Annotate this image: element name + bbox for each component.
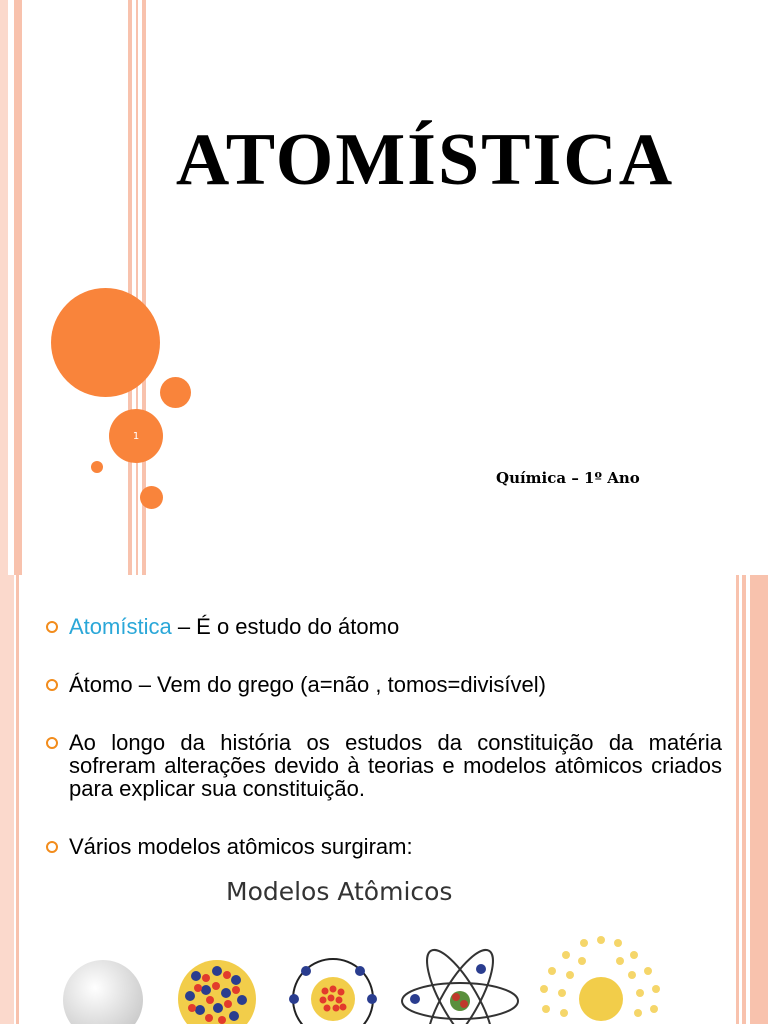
decor-stripe — [742, 575, 746, 1024]
bullet-item — [46, 731, 722, 800]
decor-stripe — [136, 0, 138, 575]
decor-stripe — [0, 575, 14, 1024]
decor-stripe — [750, 575, 768, 1024]
bullet-ring-icon — [46, 737, 58, 749]
bohr-model-image — [398, 931, 522, 1024]
rutherford-model-image — [286, 955, 380, 1024]
bullet-text: – É o estudo do átomo — [171, 614, 400, 639]
models-heading: Modelos Atômicos — [226, 877, 453, 906]
bullet-item — [46, 615, 722, 638]
page-number: 1 — [109, 409, 163, 463]
decor-stripe — [128, 0, 132, 575]
decor-circle-large — [51, 288, 160, 397]
bullet-text: Ao longo da história os estudos da constituição da matéria sofreram alterações devido à teorias e modelos atômicos criados para explicar sua constituição. — [69, 730, 722, 801]
decor-circle-small — [140, 486, 163, 509]
bullet-ring-icon — [46, 679, 58, 691]
thomson-model-image — [176, 958, 258, 1024]
quantum-model-image — [536, 931, 666, 1024]
bullet-highlight: Atomística — [69, 614, 172, 639]
decor-stripe — [16, 575, 19, 1024]
content-slide — [0, 575, 768, 1024]
bullet-ring-icon — [46, 621, 58, 633]
bullet-item — [46, 673, 722, 696]
bullet-ring-icon — [46, 841, 58, 853]
bullet-text: Átomo – Vem do grego (a=não , tomos=divisível) — [69, 672, 546, 697]
decor-stripe — [736, 575, 739, 1024]
bullet-text: Vários modelos atômicos surgiram: — [69, 834, 413, 859]
dalton-model-image — [60, 958, 146, 1024]
slide-title: ATOMÍSTICA — [175, 119, 675, 201]
decor-circle-dot — [91, 461, 103, 473]
slide-subtitle: Química – 1º Ano — [496, 469, 640, 487]
decor-circle-small — [160, 377, 191, 408]
bullet-item — [46, 835, 722, 858]
bullet-list — [46, 615, 722, 858]
